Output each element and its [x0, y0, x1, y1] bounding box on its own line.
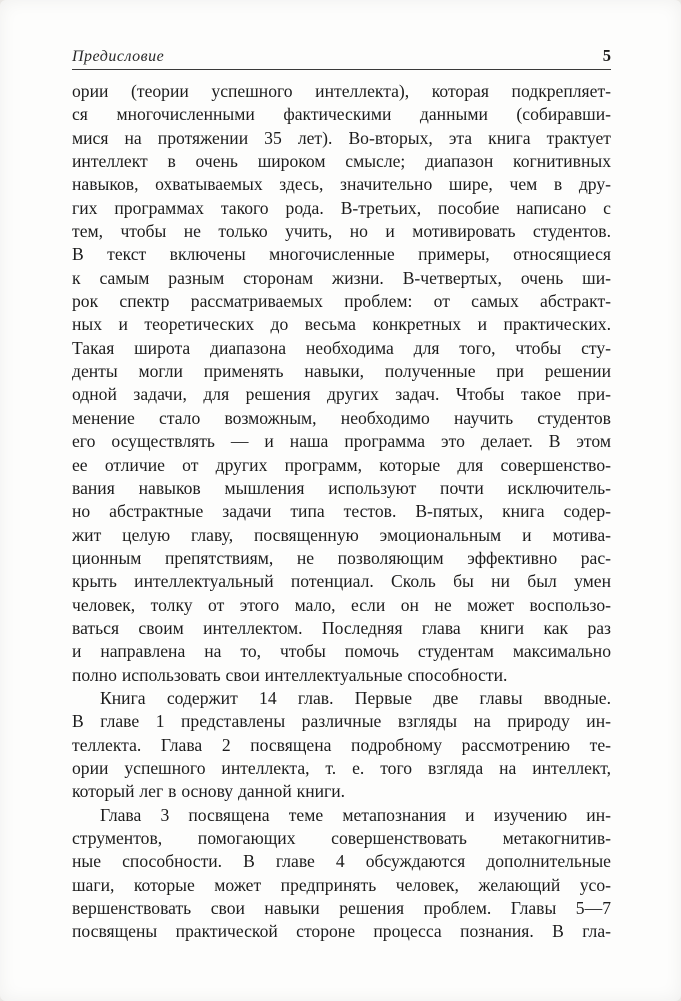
text-line: вания навыков мышления используют почти исключитель- [72, 477, 611, 498]
text-line: гих программах такого рода. В-третьих, пособие написано с [72, 197, 611, 218]
text-line: интеллект в очень широком смысле; диапазон когнитивных [72, 151, 611, 172]
paragraph [72, 80, 611, 687]
text-line: полно использовать свои интеллектуальные способности. [72, 664, 508, 685]
text-line: Глава 3 посвящена теме метапознания и изучению ин- [100, 804, 611, 825]
page-number: 5 [602, 46, 611, 65]
text-line: посвящены практической стороне процесса познания. В гла- [72, 921, 611, 942]
text-line: человек, толку от этого мало, если он не может воспользо- [72, 594, 611, 615]
text-line: жит целую главу, посвященную эмоциональным и мотива- [72, 524, 611, 545]
text-line: и направлена на то, чтобы помочь студентам максимально [72, 641, 611, 662]
text-line: ся многочисленными фактическими данными (собиравши- [72, 104, 611, 125]
text-line: ории (теории успешного интеллекта), которая подкрепляет- [72, 81, 611, 101]
text-column [72, 80, 611, 944]
text-line: ных и теоретических до весьма конкретных и практических. [72, 314, 611, 335]
paragraph [72, 804, 611, 944]
paragraph [72, 687, 611, 804]
text-line: ционным препятствиям, не позволяющим эффективно рас- [72, 547, 611, 568]
text-line: который лег в основу данной книги. [72, 781, 346, 802]
text-line: но абстрактные задачи типа тестов. В-пятых, книга содер- [72, 501, 611, 522]
text-line: рок спектр рассматриваемых проблем: от самых абстракт- [72, 291, 611, 312]
text-line: к самым разным сторонам жизни. В-четвертых, очень ши- [72, 267, 611, 288]
text-line: В текст включены многочисленные примеры, относящиеся [72, 244, 611, 265]
text-line: струментов, помогающих совершенствовать метакогнитив- [72, 828, 611, 848]
running-title: Предисловие [72, 48, 165, 65]
text-line: вершенствовать свои навыки решения проблем. Главы 5—7 [72, 898, 611, 919]
text-line: менение стало возможным, необходимо научить студентов [72, 407, 611, 428]
text-line: тем, чтобы не только учить, но и мотивировать студентов. [72, 221, 611, 242]
text-line: теллекта. Глава 2 посвящена подробному рассмотрению те- [72, 734, 611, 755]
text-line: мися на протяжении 35 лет). Во-вторых, эта книга трактует [72, 127, 611, 148]
text-line: шаги, которые может предпринять человек, желающий усо- [72, 874, 611, 895]
text-line: одной задачи, для решения других задач. Чтобы такое при- [72, 384, 611, 405]
text-line: Книга содержит 14 глав. Первые две главы вводные. [100, 687, 611, 708]
text-line: его осуществлять — и наша программа это делает. В этом [72, 431, 611, 452]
running-head [72, 46, 611, 70]
text-line: навыков, охватываемых здесь, значительно шире, чем в дру- [72, 174, 611, 195]
text-line: ее отличие от других программ, которые для совершенство- [72, 454, 611, 475]
text-line: денты могли применять навыки, полученные при решении [72, 361, 611, 382]
text-line: ории успешного интеллекта, т. е. того взгляда на интеллект, [72, 757, 611, 778]
text-line: Такая широта диапазона необходима для того, чтобы сту- [72, 337, 611, 358]
text-line: крыть интеллектуальный потенциал. Сколь бы ни был умен [72, 571, 611, 592]
text-line: ные способности. В главе 4 обсуждаются дополнительные [72, 851, 611, 872]
text-line: ваться своим интеллектом. Последняя глава книги как раз [72, 617, 611, 638]
text-line: В главе 1 представлены различные взгляды на природу ин- [72, 711, 611, 732]
